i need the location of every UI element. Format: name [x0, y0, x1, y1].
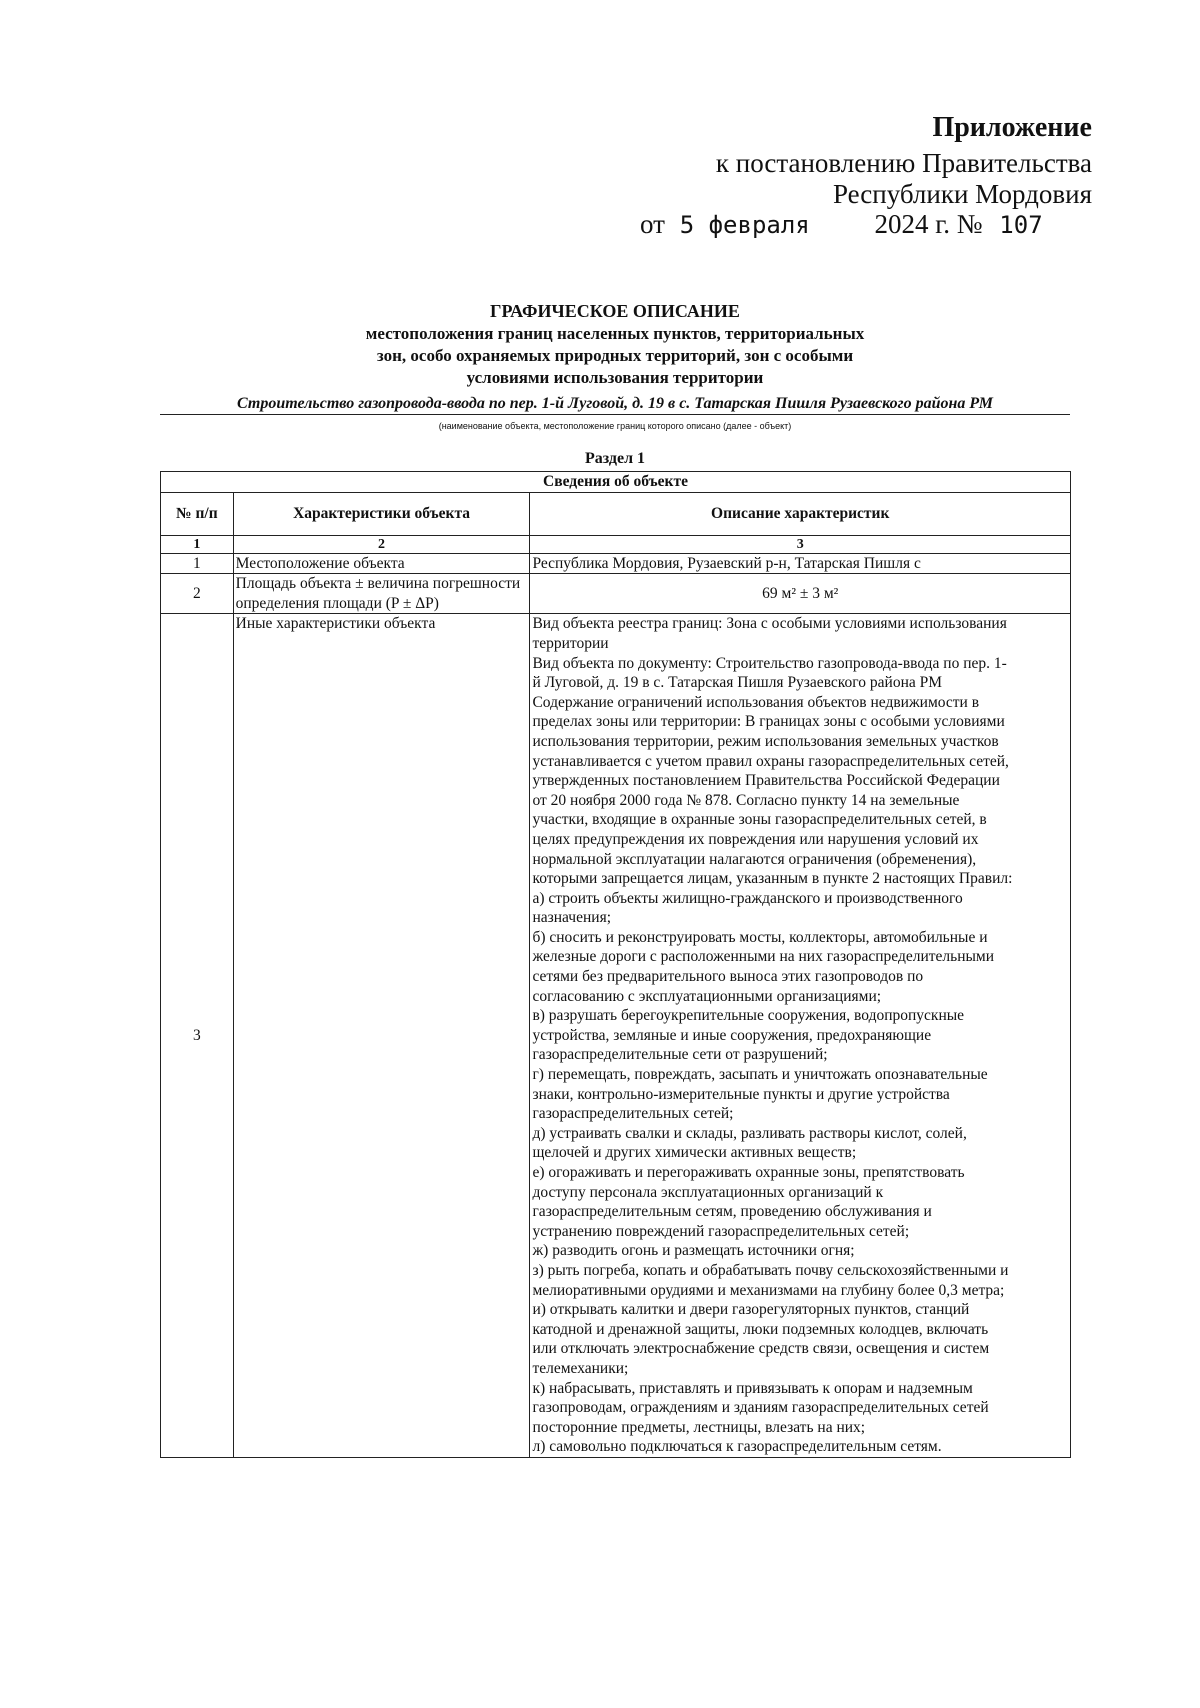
- subtitle-line: местоположения границ населенных пунктов, территориальных: [365, 324, 865, 343]
- description-line: утвержденных постановлением Правительства Российской Федерации: [532, 772, 1000, 790]
- description-line: мелиоративными орудиями и механизмами на глубину более 0,3 метра;: [532, 1281, 1005, 1299]
- description-line: устройства, земляные и иные сооружения, предохраняющие: [532, 1026, 932, 1044]
- row-description: Республика Мордовия, Рузаевский р-н, Татарская Пишля с: [530, 553, 1071, 574]
- document-title: ГРАФИЧЕСКОЕ ОПИСАНИЕ: [490, 301, 740, 321]
- description-line: сетями без предварительного выноса этих газопроводов по: [532, 968, 924, 986]
- row-number: 2: [161, 574, 234, 614]
- description-line: телемеханики;: [532, 1359, 629, 1377]
- description-line: л) самовольно подключаться к газораспределительным сетям.: [532, 1438, 942, 1456]
- description-line: Вид объекта реестра границ: Зона с особыми условиями использования: [532, 615, 1007, 633]
- description-line: д) устраивать свалки и склады, разливать растворы кислот, солей,: [532, 1124, 967, 1142]
- description-line: нормальной эксплуатации налагаются ограничения (обременения),: [532, 850, 977, 868]
- description-line: назначения;: [532, 909, 612, 927]
- description-line: посторонние предметы, лестницы, влезать на них;: [532, 1418, 866, 1436]
- date-line: [640, 209, 1043, 240]
- description-line: а) строить объекты жилищно-гражданского и производственного: [532, 889, 963, 907]
- description-line: газораспределительные сети от разрушений;: [532, 1046, 828, 1064]
- appendix-line-1: к постановлению Правительства: [715, 148, 1092, 178]
- description-line: знаки, контрольно-измерительные пункты и другие устройства: [532, 1085, 950, 1103]
- description-line: г) перемещать, повреждать, засыпать и уничтожать опознавательные: [532, 1066, 988, 1084]
- row-characteristic: Иные характеристики объекта: [233, 614, 530, 1458]
- appendix-line-2: Республики Мордовия: [832, 179, 1092, 209]
- row-number: 3: [161, 614, 234, 1458]
- table-row: [161, 574, 1071, 614]
- header-num: № п/п: [161, 492, 234, 535]
- table-row: [161, 614, 1071, 1458]
- year-text: 2024 г. №: [874, 209, 983, 239]
- description-line: щелочей и других химически активных веществ;: [532, 1144, 857, 1162]
- description-line: в) разрушать берегоукрепительные сооружения, водопропускные: [532, 1007, 965, 1025]
- description-line: целях предупреждения их повреждения или нарушения условий их: [532, 830, 979, 848]
- description-line: или отключать электроснабжение средств связи, освещения и систем: [532, 1340, 990, 1358]
- description-line: е) огораживать и перегораживать охранные зоны, препятствовать: [532, 1164, 965, 1181]
- description-line: Содержание ограничений использования объектов недвижимости в: [532, 693, 980, 711]
- object-name: Строительство газопровода-ввода по пер. 1-й Луговой, д. 19 в с. Татарская Пишля Рузаевского района РМ: [160, 395, 1070, 415]
- header-characteristic: Характеристики объекта: [233, 492, 530, 535]
- description-line: и) открывать калитки и двери газорегуляторных пунктов, станций: [532, 1301, 970, 1319]
- column-number: 3: [530, 535, 1071, 553]
- description-line: согласованию с эксплуатационными организациями;: [532, 987, 882, 1005]
- description-line: газораспределительным сетям, проведению обслуживания и: [532, 1203, 932, 1221]
- subtitle-line: условиями использования территории: [466, 368, 764, 387]
- subtitle-line: зон, особо охраняемых природных территорий, зон с особыми: [376, 346, 854, 365]
- table-row: [161, 553, 1071, 574]
- description-line: ж) разводить огонь и размещать источники огня;: [532, 1242, 855, 1260]
- description-line: катодной и дренажной защиты, люки подземных колодцев, включать: [532, 1320, 989, 1338]
- row-characteristic: Местоположение объекта: [233, 553, 530, 574]
- description-line: й Луговой, д. 19 в с. Татарская Пишля Рузаевского района РМ: [532, 674, 943, 692]
- description-line: газопроводам, ограждениям и зданиям газораспределительных сетей: [532, 1399, 989, 1417]
- column-number: 2: [233, 535, 530, 553]
- appendix-title: Приложение: [932, 112, 1092, 143]
- column-number: 1: [161, 535, 234, 553]
- header-description: Описание характеристик: [530, 492, 1071, 535]
- row-description: 69 м² ± 3 м²: [530, 574, 1071, 614]
- description-line: пределах зоны или территории: В границах зоны с особыми условиями: [532, 713, 1005, 731]
- section-title: Раздел 1: [584, 450, 646, 467]
- object-caption: (наименование объекта, местоположение границ которого описано (далее - объект): [438, 421, 792, 431]
- row-characteristic: Площадь объекта ± величина погрешности определения площади (P ± ΔP): [233, 574, 530, 614]
- description-line: з) рыть погреба, копать и обрабатывать почву сельскохозяйственными и: [532, 1261, 1009, 1279]
- description-line: которыми запрещается лицам, указанным в пункте 2 настоящих Правил:: [532, 870, 1013, 888]
- description-line: доступу персонала эксплуатационных организаций к: [532, 1183, 884, 1201]
- description-line: железные дороги с расположенными на них газораспределительными: [532, 948, 995, 966]
- description-line: б) сносить и реконструировать мосты, коллекторы, автомобильные и: [532, 928, 988, 946]
- description-line: территории: [532, 634, 609, 652]
- description-line: участки, входящие в охранные зоны газораспределительных сетей, в: [532, 811, 987, 829]
- description-line: к) набрасывать, приставлять и привязывать к опорам и надземным: [532, 1379, 973, 1397]
- description-line: использования территории, режим использования земельных участков: [532, 732, 999, 750]
- date-prefix: от: [640, 209, 665, 239]
- row-description: [530, 614, 1071, 1458]
- document-subtitle: [160, 323, 1070, 389]
- handwritten-number: 107: [999, 211, 1043, 239]
- description-line: газораспределительных сетей;: [532, 1105, 734, 1123]
- description-line: Вид объекта по документу: Строительство газопровода-ввода по пер. 1-: [532, 654, 1007, 672]
- description-line: устанавливается с учетом правил охраны газораспределительных сетей,: [532, 752, 1009, 770]
- object-info-table: [160, 471, 1071, 1458]
- description-line: от 20 ноября 2000 года № 878. Согласно пункту 14 на земельные: [532, 791, 960, 809]
- row-number: 1: [161, 553, 234, 574]
- description-line: устранению повреждений газораспределительных сетей;: [532, 1222, 910, 1240]
- table-caption: Сведения об объекте: [161, 472, 1071, 493]
- handwritten-date: 5 февраля: [679, 211, 810, 239]
